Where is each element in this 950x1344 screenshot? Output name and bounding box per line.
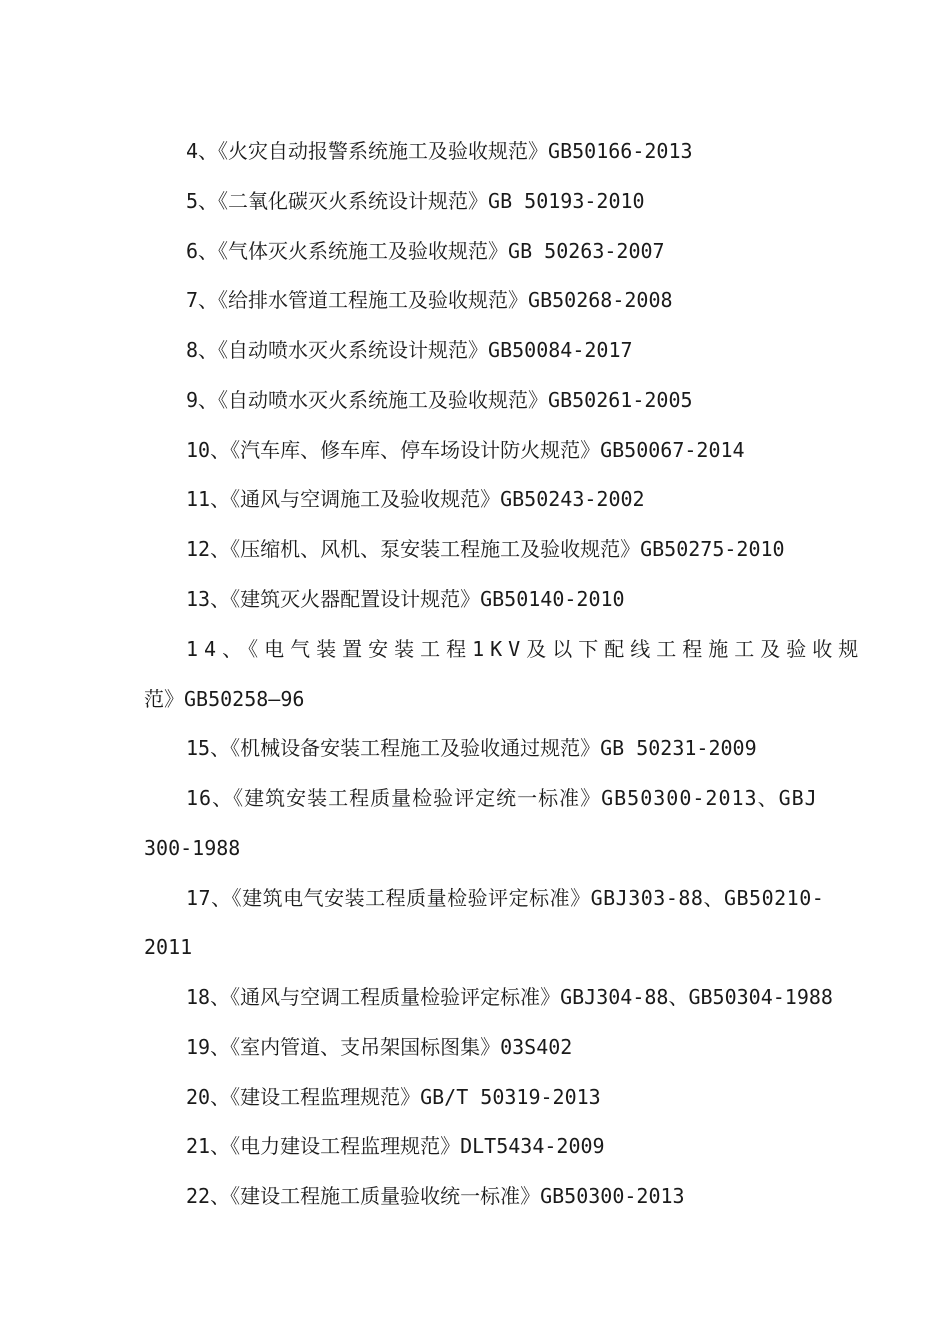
reference-item-16-line2: 300-1988 <box>144 836 241 860</box>
reference-item-19: 19、《室内管道、支吊架国标图集》03S402 <box>186 1035 573 1059</box>
reference-item-12: 12、《压缩机、风机、泵安装工程施工及验收规范》GB50275-2010 <box>186 537 785 561</box>
reference-item-18: 18、《通风与空调工程质量检验评定标准》GBJ304-88、GB50304-1988 <box>186 985 833 1009</box>
reference-item-20: 20、《建设工程监理规范》GB/T 50319-2013 <box>186 1085 601 1109</box>
reference-item-14-line1: 14、《电气装置安装工程1KV及以下配线工程施工及验收规 <box>186 637 865 661</box>
reference-item-9: 9、《自动喷水灭火系统施工及验收规范》GB50261-2005 <box>186 388 693 412</box>
reference-item-6: 6、《气体灭火系统施工及验收规范》GB 50263-2007 <box>186 239 665 263</box>
reference-item-14-line2: 范》GB50258—96 <box>144 687 305 711</box>
reference-item-17-line1: 17、《建筑电气安装工程质量检验评定标准》GBJ303-88、GB50210- <box>186 886 825 910</box>
reference-item-7: 7、《给排水管道工程施工及验收规范》GB50268-2008 <box>186 288 673 312</box>
reference-item-13: 13、《建筑灭火器配置设计规范》GB50140-2010 <box>186 587 625 611</box>
reference-item-4: 4、《火灾自动报警系统施工及验收规范》GB50166-2013 <box>186 139 693 163</box>
reference-item-22: 22、《建设工程施工质量验收统一标准》GB50300-2013 <box>186 1184 685 1208</box>
reference-item-11: 11、《通风与空调施工及验收规范》GB50243-2002 <box>186 487 645 511</box>
reference-item-10: 10、《汽车库、修车库、停车场设计防火规范》GB50067-2014 <box>186 438 745 462</box>
reference-item-17-line2: 2011 <box>144 935 193 959</box>
reference-item-21: 21、《电力建设工程监理规范》DLT5434-2009 <box>186 1134 605 1158</box>
reference-item-15: 15、《机械设备安装工程施工及验收通过规范》GB 50231-2009 <box>186 736 757 760</box>
reference-item-5: 5、《二氧化碳灭火系统设计规范》GB 50193-2010 <box>186 189 645 213</box>
reference-item-16-line1: 16、《建筑安装工程质量检验评定统一标准》GB50300-2013、GBJ <box>186 786 818 810</box>
reference-item-8: 8、《自动喷水灭火系统设计规范》GB50084-2017 <box>186 338 633 362</box>
